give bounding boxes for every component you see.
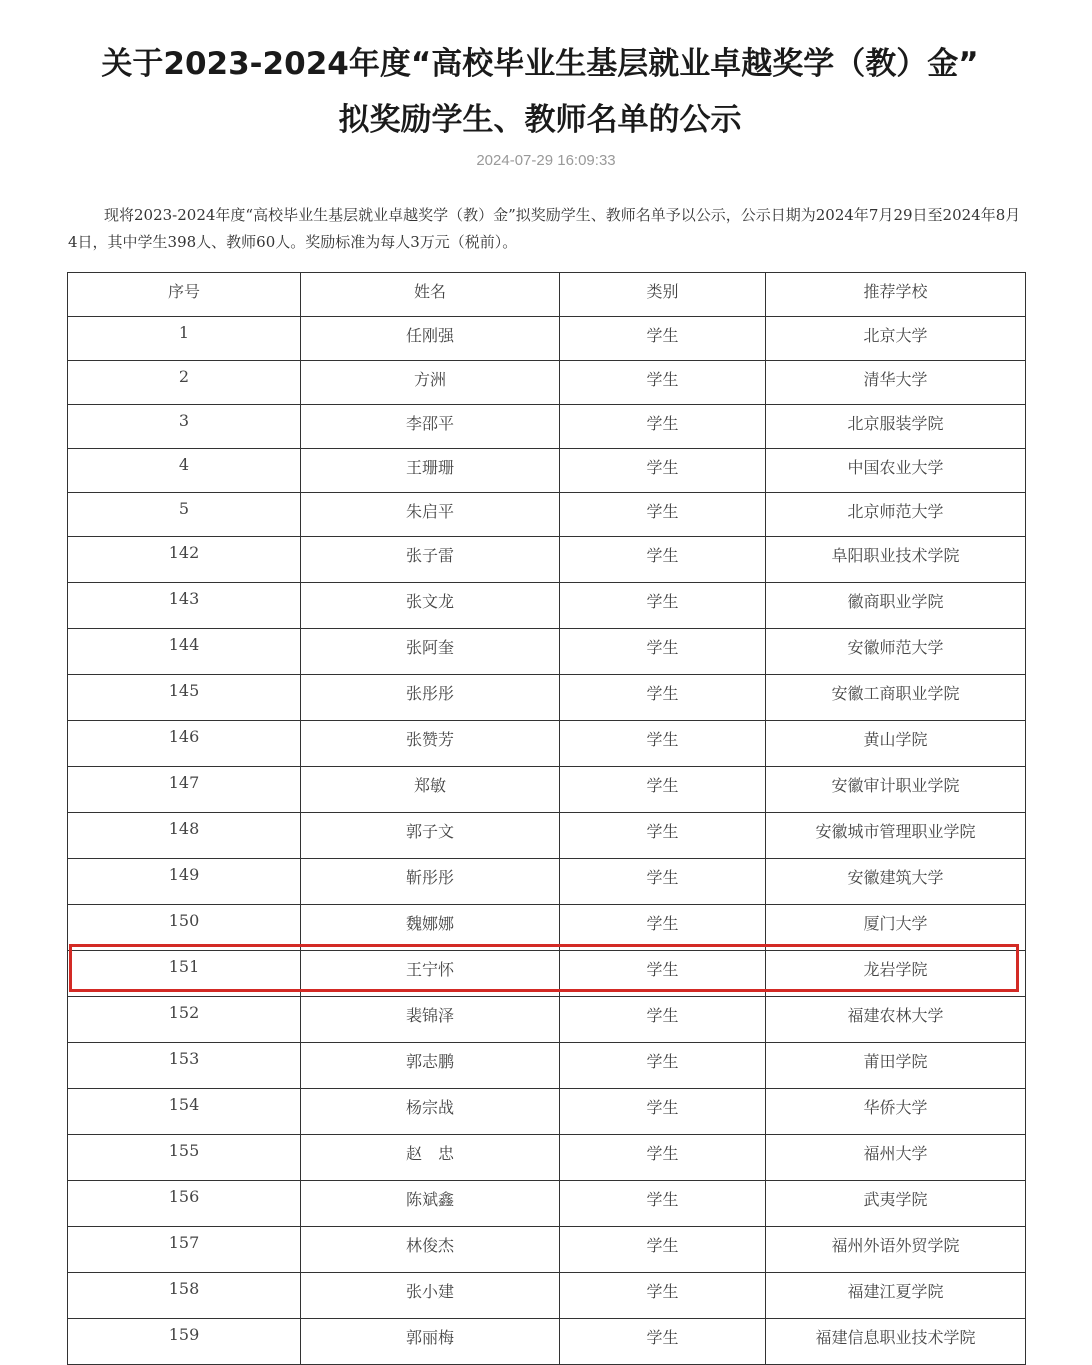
cell-category: 学生	[560, 767, 766, 813]
cell-index: 158	[68, 1273, 301, 1319]
cell-school: 北京大学	[766, 317, 1026, 361]
cell-school: 华侨大学	[766, 1089, 1026, 1135]
cell-index: 150	[68, 905, 301, 951]
cell-name: 任刚强	[301, 317, 560, 361]
cell-name: 张阿奎	[301, 629, 560, 675]
cell-name: 王宁怀	[301, 951, 560, 997]
cell-school: 中国农业大学	[766, 449, 1026, 493]
cell-index: 2	[68, 361, 301, 405]
cell-index: 155	[68, 1135, 301, 1181]
cell-school: 清华大学	[766, 361, 1026, 405]
cell-index: 151	[68, 951, 301, 997]
cell-category: 学生	[560, 583, 766, 629]
table-header-row	[68, 273, 1026, 317]
cell-category: 学生	[560, 1227, 766, 1273]
cell-school: 安徽师范大学	[766, 629, 1026, 675]
cell-school: 安徽审计职业学院	[766, 767, 1026, 813]
cell-category: 学生	[560, 1043, 766, 1089]
cell-name: 陈斌鑫	[301, 1181, 560, 1227]
cell-category: 学生	[560, 813, 766, 859]
cell-school: 武夷学院	[766, 1181, 1026, 1227]
table-row	[68, 675, 1026, 721]
cell-category: 学生	[560, 951, 766, 997]
title-line-2: 拟奖励学生、教师名单的公示	[338, 102, 742, 138]
cell-name: 方洲	[301, 361, 560, 405]
cell-name: 靳彤彤	[301, 859, 560, 905]
cell-school: 福建信息职业技术学院	[766, 1319, 1026, 1365]
cell-school: 安徽建筑大学	[766, 859, 1026, 905]
table-row	[68, 859, 1026, 905]
cell-index: 145	[68, 675, 301, 721]
table-row	[68, 1227, 1026, 1273]
cell-name: 郭丽梅	[301, 1319, 560, 1365]
cell-category: 学生	[560, 537, 766, 583]
table-row	[68, 537, 1026, 583]
cell-name: 郭志鹏	[301, 1043, 560, 1089]
cell-name: 杨宗战	[301, 1089, 560, 1135]
cell-category: 学生	[560, 629, 766, 675]
cell-index: 152	[68, 997, 301, 1043]
cell-index: 3	[68, 405, 301, 449]
cell-category: 学生	[560, 1135, 766, 1181]
cell-name: 林俊杰	[301, 1227, 560, 1273]
cell-school: 阜阳职业技术学院	[766, 537, 1026, 583]
table-row	[68, 583, 1026, 629]
cell-index: 154	[68, 1089, 301, 1135]
cell-school: 黄山学院	[766, 721, 1026, 767]
cell-index: 148	[68, 813, 301, 859]
cell-school: 徽商职业学院	[766, 583, 1026, 629]
cell-category: 学生	[560, 1273, 766, 1319]
cell-category: 学生	[560, 449, 766, 493]
cell-school: 福建江夏学院	[766, 1273, 1026, 1319]
cell-school: 北京师范大学	[766, 493, 1026, 537]
cell-index: 159	[68, 1319, 301, 1365]
cell-index: 157	[68, 1227, 301, 1273]
cell-school: 莆田学院	[766, 1043, 1026, 1089]
cell-name: 张小建	[301, 1273, 560, 1319]
cell-index: 147	[68, 767, 301, 813]
cell-category: 学生	[560, 405, 766, 449]
table-row	[68, 1181, 1026, 1227]
cell-category: 学生	[560, 1319, 766, 1365]
cell-name: 赵 忠	[301, 1135, 560, 1181]
cell-category: 学生	[560, 1089, 766, 1135]
table-row	[68, 951, 1026, 997]
award-list-table-container	[67, 272, 1025, 1347]
table-row	[68, 813, 1026, 859]
cell-category: 学生	[560, 1181, 766, 1227]
cell-name: 张文龙	[301, 583, 560, 629]
cell-category: 学生	[560, 997, 766, 1043]
table-row	[68, 1089, 1026, 1135]
header-school: 推荐学校	[766, 273, 1026, 317]
cell-school: 安徽城市管理职业学院	[766, 813, 1026, 859]
table-row	[68, 1319, 1026, 1365]
cell-index: 149	[68, 859, 301, 905]
cell-category: 学生	[560, 317, 766, 361]
cell-school: 北京服装学院	[766, 405, 1026, 449]
cell-index: 4	[68, 449, 301, 493]
table-body	[68, 317, 1026, 1365]
table-row	[68, 721, 1026, 767]
cell-category: 学生	[560, 905, 766, 951]
cell-category: 学生	[560, 859, 766, 905]
cell-index: 146	[68, 721, 301, 767]
table-row	[68, 1135, 1026, 1181]
cell-school: 福建农林大学	[766, 997, 1026, 1043]
table-row	[68, 629, 1026, 675]
cell-school: 安徽工商职业学院	[766, 675, 1026, 721]
table-row	[68, 767, 1026, 813]
cell-school: 福州大学	[766, 1135, 1026, 1181]
award-list-table	[67, 272, 1026, 1365]
cell-name: 张赞芳	[301, 721, 560, 767]
table-row	[68, 317, 1026, 361]
cell-name: 魏娜娜	[301, 905, 560, 951]
table-row	[68, 361, 1026, 405]
cell-name: 郭子文	[301, 813, 560, 859]
cell-index: 5	[68, 493, 301, 537]
header-index: 序号	[68, 273, 301, 317]
cell-category: 学生	[560, 675, 766, 721]
cell-name: 张彤彤	[301, 675, 560, 721]
publish-timestamp: 2024-07-29 16:09:33	[476, 152, 616, 169]
cell-name: 郑敏	[301, 767, 560, 813]
cell-index: 153	[68, 1043, 301, 1089]
cell-index: 1	[68, 317, 301, 361]
table-row	[68, 405, 1026, 449]
cell-category: 学生	[560, 721, 766, 767]
title-line-1: 关于2023-2024年度“高校毕业生基层就业卓越奖学（教）金”	[101, 46, 979, 82]
article-title	[0, 36, 1080, 148]
table-row	[68, 493, 1026, 537]
table-row	[68, 1273, 1026, 1319]
cell-index: 142	[68, 537, 301, 583]
cell-name: 张子雷	[301, 537, 560, 583]
cell-name: 李邵平	[301, 405, 560, 449]
table-row	[68, 905, 1026, 951]
cell-school: 福州外语外贸学院	[766, 1227, 1026, 1273]
cell-index: 144	[68, 629, 301, 675]
cell-name: 朱启平	[301, 493, 560, 537]
table-row	[68, 997, 1026, 1043]
table-row	[68, 449, 1026, 493]
table-row	[68, 1043, 1026, 1089]
cell-index: 156	[68, 1181, 301, 1227]
cell-category: 学生	[560, 493, 766, 537]
cell-name: 裴锦泽	[301, 997, 560, 1043]
header-category: 类别	[560, 273, 766, 317]
cell-index: 143	[68, 583, 301, 629]
cell-school: 厦门大学	[766, 905, 1026, 951]
header-name: 姓名	[301, 273, 560, 317]
cell-school: 龙岩学院	[766, 951, 1026, 997]
cell-category: 学生	[560, 361, 766, 405]
intro-paragraph: 现将2023-2024年度“高校毕业生基层就业卓越奖学（教）金”拟奖励学生、教师名单予以公示，公示日期为2024年7月29日至2024年8月4日，其中学生398人、教师60人。奖励标准为每人3万元（税前）。	[68, 206, 1021, 251]
cell-name: 王珊珊	[301, 449, 560, 493]
